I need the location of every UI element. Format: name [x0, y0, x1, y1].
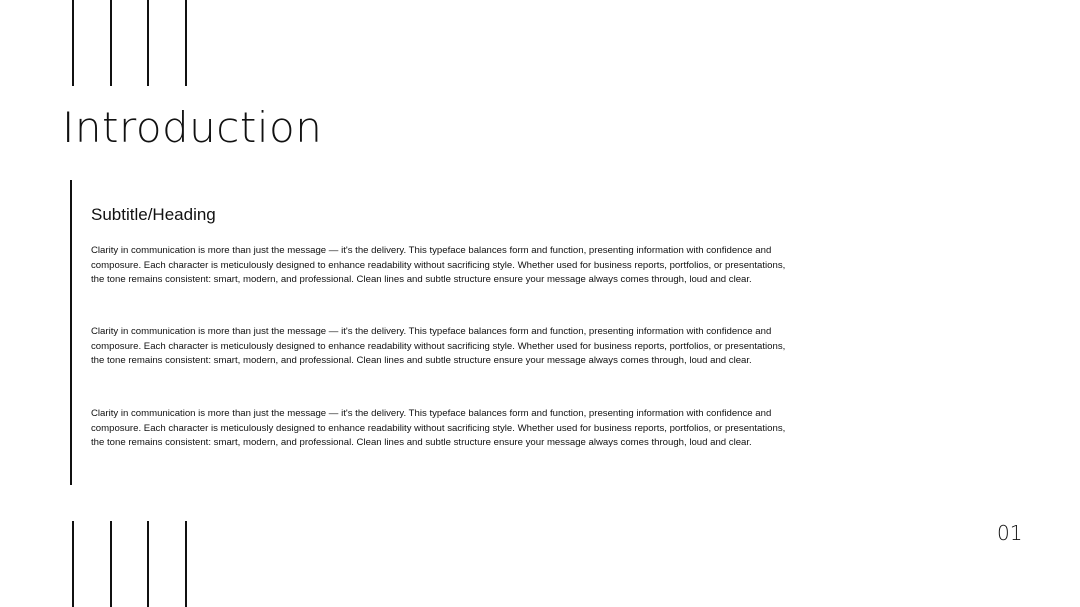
- decorative-line: [185, 521, 187, 607]
- body-paragraph: Clarity in communication is more than just the message — it's the delivery. This typeface balances form and function, presenting information with confidence and composure. Each character is meticulously designed to enhance readability without sacrificing style. Whether used for business reports, portfolios, or presentations, the tone remains consistent: smart, modern, and professional. Clean lines and subtle structure ensure your message always comes through, loud and clear.: [91, 245, 786, 286]
- page-number: 01: [997, 521, 1023, 545]
- decorative-line: [185, 0, 187, 86]
- body-paragraph: Clarity in communication is more than just the message — it's the delivery. This typeface balances form and function, presenting information with confidence and composure. Each character is meticulously designed to enhance readability without sacrificing style. Whether used for business reports, portfolios, or presentations, the tone remains consistent: smart, modern, and professional. Clean lines and subtle structure ensure your message always comes through, loud and clear.: [91, 408, 786, 449]
- slide-title: Introduction: [62, 103, 323, 152]
- decorative-line: [72, 521, 74, 607]
- decorative-line: [72, 0, 74, 86]
- content-accent-bar: [70, 180, 72, 485]
- slide-subtitle: Subtitle/Heading: [91, 205, 216, 224]
- decorative-line: [147, 0, 149, 86]
- decorative-line: [110, 0, 112, 86]
- decorative-line: [110, 521, 112, 607]
- body-paragraph: Clarity in communication is more than just the message — it's the delivery. This typeface balances form and function, presenting information with confidence and composure. Each character is meticulously designed to enhance readability without sacrificing style. Whether used for business reports, portfolios, or presentations, the tone remains consistent: smart, modern, and professional. Clean lines and subtle structure ensure your message always comes through, loud and clear.: [91, 326, 786, 367]
- decorative-line: [147, 521, 149, 607]
